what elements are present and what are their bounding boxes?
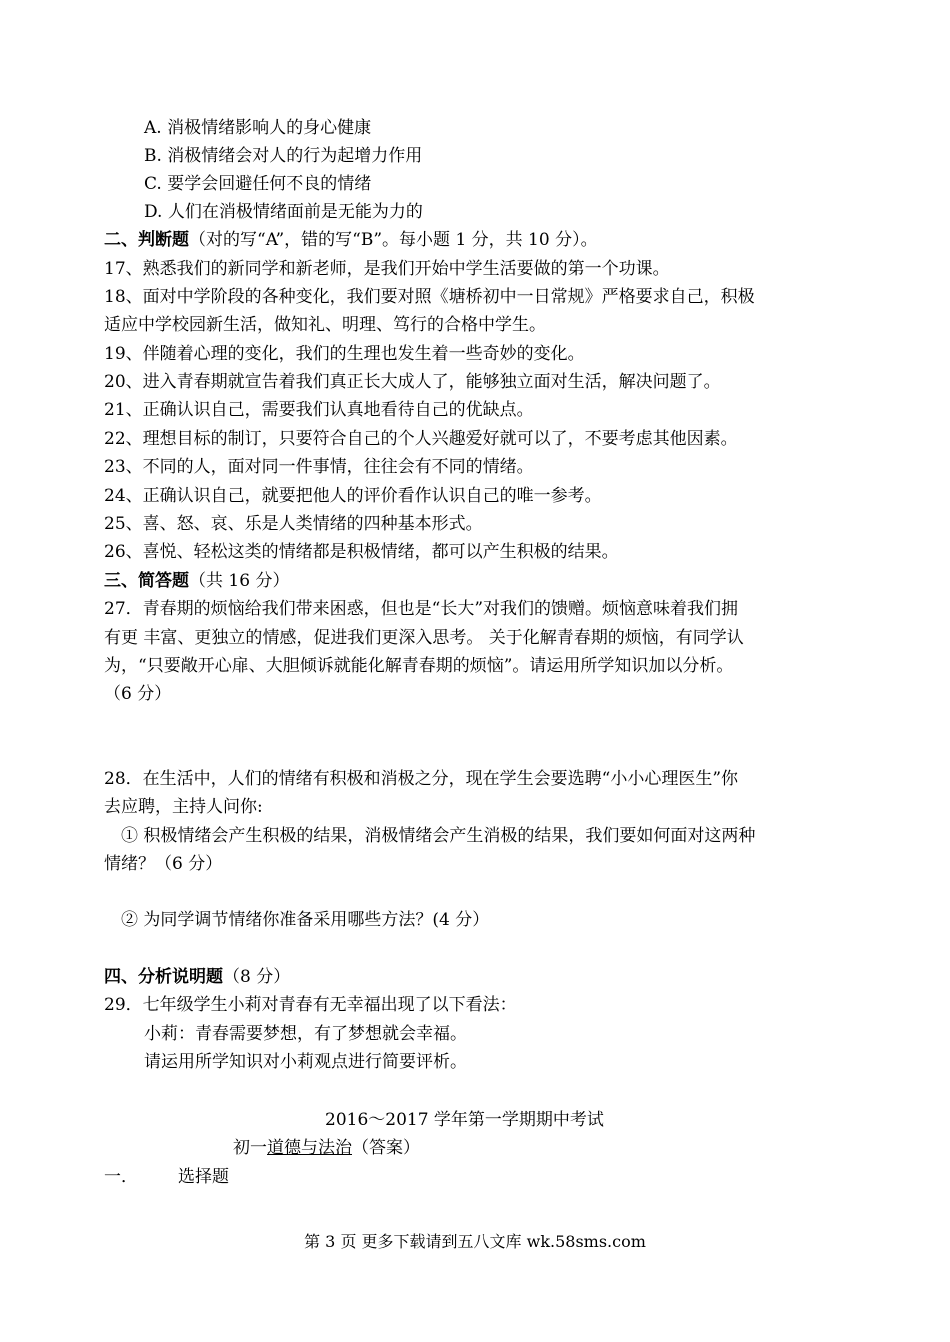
option-d: D. 人们在消极情绪面前是无能为力的 — [144, 202, 423, 222]
section2-title: 二、判断题 — [104, 230, 189, 250]
section3-heading — [104, 569, 289, 593]
question-29-task: 请运用所学知识对小莉观点进行简要评析。 — [144, 1052, 467, 1072]
question-27-line1: 27．青春期的烦恼给我们带来困惑，但也是“长大”对我们的馈赠。烦恼意味着我们拥 — [104, 599, 739, 619]
section2-heading — [104, 228, 598, 252]
question-24: 24、正确认识自己，就要把他人的评价看作认识自己的唯一参考。 — [104, 486, 602, 506]
question-28-part2: ② 为同学调节情绪你准备采用哪些方法？(4 分） — [121, 910, 490, 930]
section4-heading — [104, 965, 290, 989]
option-b: B. 消极情绪会对人的行为起增力作用 — [144, 146, 423, 166]
question-18-line2: 适应中学校园新生活，做知礼、明理、笃行的合格中学生。 — [104, 315, 546, 335]
answer-subtitle-subject: 道德与法治 — [267, 1138, 352, 1158]
question-29-quote: 小莉：青春需要梦想，有了梦想就会幸福。 — [144, 1024, 467, 1044]
option-c: C. 要学会回避任何不良的情绪 — [144, 174, 372, 194]
answer-subtitle — [233, 1136, 420, 1160]
question-19: 19、伴随着心理的变化，我们的生理也发生着一些奇妙的变化。 — [104, 344, 585, 364]
option-a: A. 消极情绪影响人的身心健康 — [144, 118, 372, 138]
question-28-line2: 去应聘，主持人问你: — [104, 797, 263, 817]
question-27-line4: （6 分） — [104, 684, 172, 704]
section4-title: 四、分析说明题 — [104, 967, 223, 987]
section3-note: （共 16 分） — [189, 571, 290, 591]
question-27-line2: 有更 丰富、更独立的情感，促进我们更深入思考。 关于化解青春期的烦恼，有同学认 — [104, 628, 744, 648]
answer-subtitle-prefix: 初一 — [233, 1138, 267, 1158]
answer-part1-label: 选择题 — [178, 1167, 229, 1187]
question-28-line1: 28．在生活中，人们的情绪有积极和消极之分，现在学生会要选聘“小小心理医生”你 — [104, 769, 739, 789]
answer-part1-number: 一． — [104, 1167, 138, 1187]
question-28-part1-line2: 情绪？（6 分） — [104, 854, 223, 874]
question-17: 17、熟悉我们的新同学和新老师，是我们开始中学生活要做的第一个功课。 — [104, 259, 670, 279]
question-23: 23、不同的人，面对同一件事情，往往会有不同的情绪。 — [104, 457, 534, 477]
section2-note: （对的写“A”，错的写“B”。每小题 1 分，共 10 分）。 — [189, 230, 598, 250]
page-footer: 第 3 页 更多下载请到五八文库 wk.58sms.com — [304, 1232, 646, 1251]
answer-part1-heading — [104, 1165, 229, 1189]
section4-note: （8 分） — [223, 967, 291, 987]
question-18-line1: 18、面对中学阶段的各种变化，我们要对照《塘桥初中一日常规》严格要求自己，积极 — [104, 287, 755, 307]
question-26: 26、喜悦、轻松这类的情绪都是积极情绪，都可以产生积极的结果。 — [104, 542, 619, 562]
question-28-part1-line1: ① 积极情绪会产生积极的结果，消极情绪会产生消极的结果，我们要如何面对这两种 — [121, 826, 756, 846]
question-22: 22、理想目标的制订，只要符合自己的个人兴趣爱好就可以了，不要考虑其他因素。 — [104, 429, 738, 449]
question-20: 20、进入青春期就宣告着我们真正长大成人了，能够独立面对生活，解决问题了。 — [104, 372, 721, 392]
question-21: 21、正确认识自己，需要我们认真地看待自己的优缺点。 — [104, 400, 534, 420]
answer-subtitle-suffix: （答案） — [352, 1138, 420, 1158]
question-29: 29．七年级学生小莉对青春有无幸福出现了以下看法： — [104, 995, 517, 1015]
section3-title: 三、简答题 — [104, 571, 189, 591]
question-27-line3: 为，“只要敞开心扉、大胆倾诉就能化解青春期的烦恼”。请运用所学知识加以分析。 — [104, 656, 734, 676]
answer-title: 2016～2017 学年第一学期期中考试 — [325, 1110, 604, 1130]
question-25: 25、喜、怒、哀、乐是人类情绪的四种基本形式。 — [104, 514, 483, 534]
